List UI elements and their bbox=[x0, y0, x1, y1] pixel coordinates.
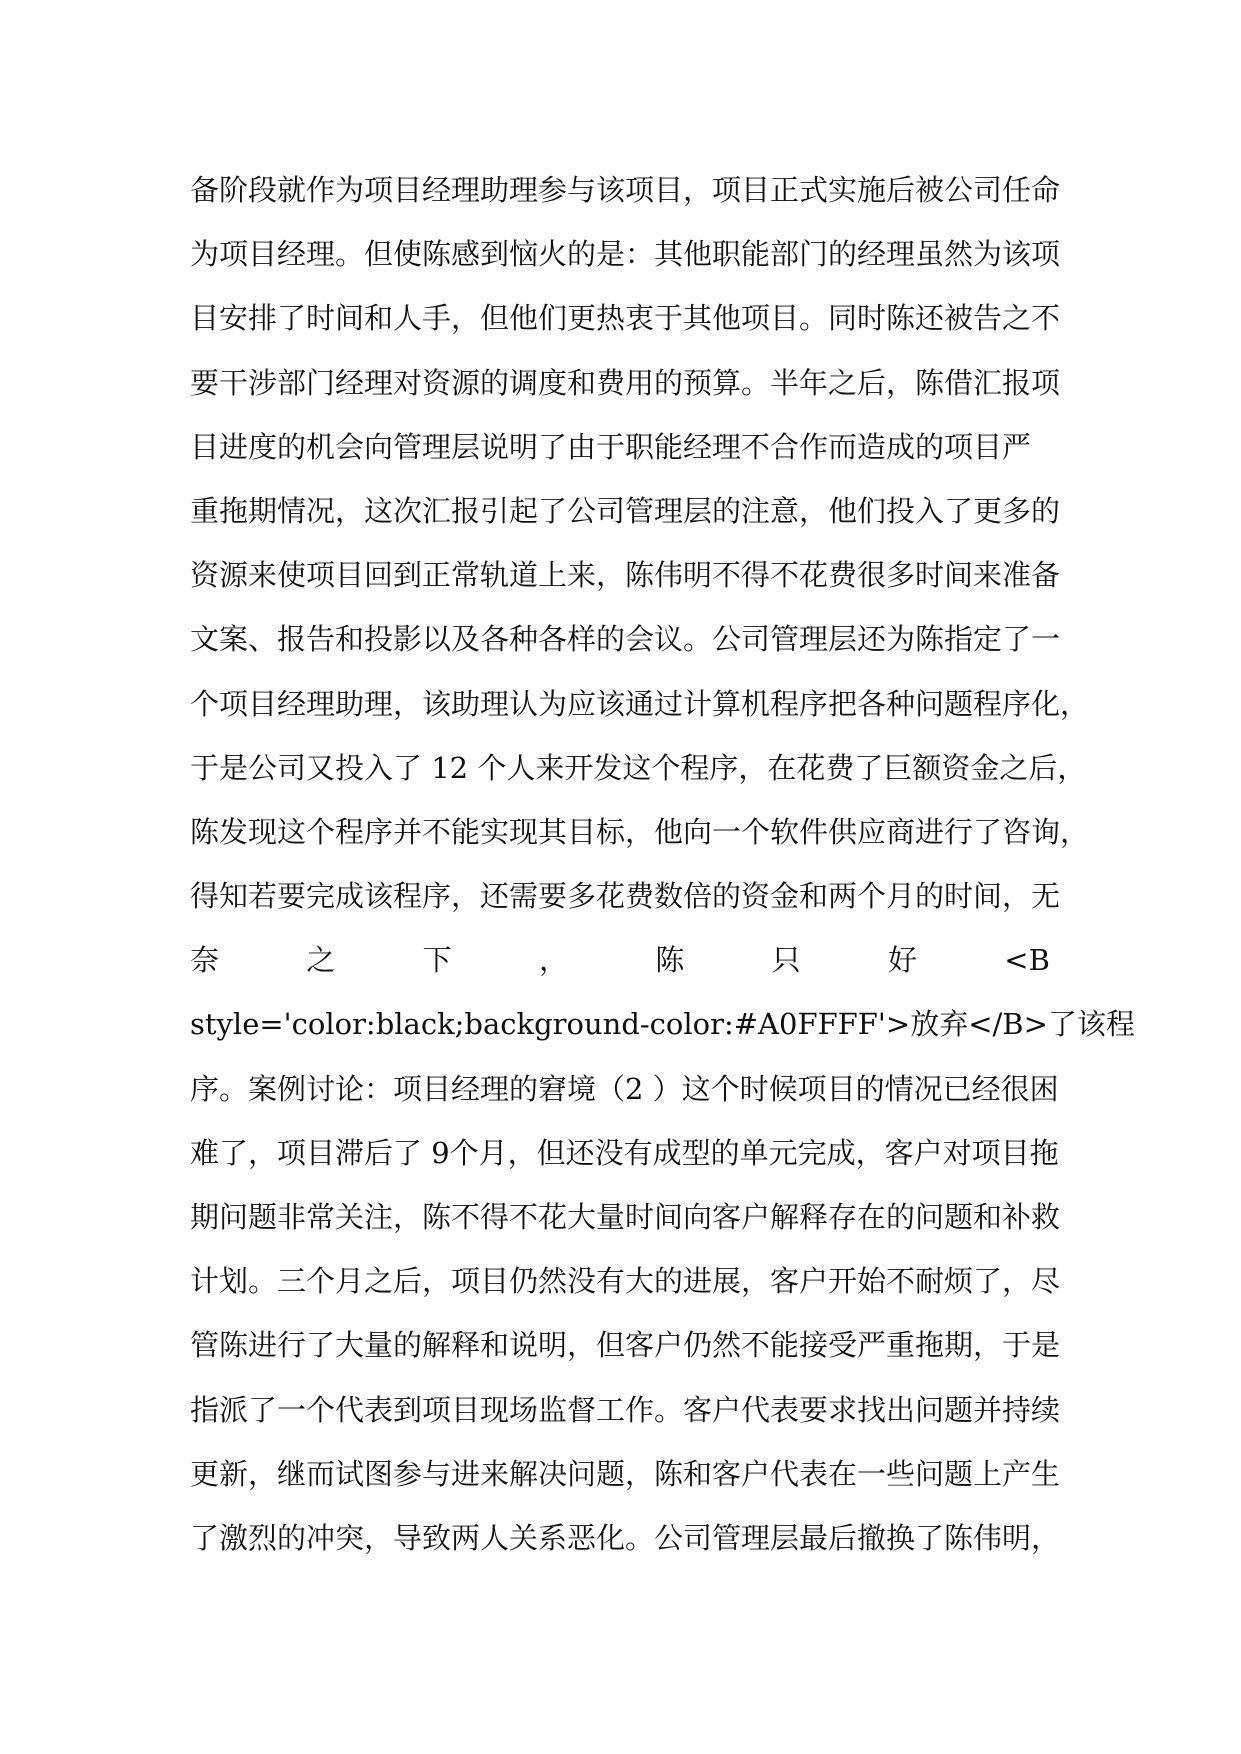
text-line: 文案、报告和投影以及各种各样的会议。公司管理层还为陈指定了一 bbox=[190, 622, 1061, 657]
text-line: 为项目经理。但使陈感到恼火的是：其他职能部门的经理虽然为该项 bbox=[190, 237, 1061, 272]
text-line: 目安排了时间和人手，但他们更热衷于其他项目。同时陈还被告之不 bbox=[190, 301, 1061, 336]
text-line: 得知若要完成该程序，还需要多花费数倍的资金和两个月的时间，无 bbox=[190, 879, 1061, 914]
spread-text-line bbox=[190, 928, 1050, 992]
text-line: 序。案例讨论：项目经理的窘境（2 ）这个时候项目的情况已经很困 bbox=[190, 1071, 1059, 1106]
text-line: style='color:black;background-color:#A0FFFF'>放弃</B>了该程 bbox=[190, 1007, 1135, 1042]
spread-word: 之 bbox=[306, 943, 336, 978]
text-line: 要干涉部门经理对资源的调度和费用的预算。半年之后，陈借汇报项 bbox=[190, 365, 1061, 400]
text-line: 重拖期情况，这次汇报引起了公司管理层的注意，他们投入了更多的 bbox=[190, 493, 1061, 528]
spread-word: ， bbox=[538, 943, 568, 978]
text-line: 了激烈的冲突，导致两人关系恶化。公司管理层最后撤换了陈伟明， bbox=[190, 1520, 1061, 1555]
text-line: 资源来使项目回到正常轨道上来，陈伟明不得不花费很多时间来准备 bbox=[190, 558, 1061, 593]
text-line: 更新，继而试图参与进来解决问题，陈和客户代表在一些问题上产生 bbox=[190, 1456, 1061, 1491]
spread-word: 好 bbox=[887, 943, 917, 978]
text-line: 备阶段就作为项目经理助理参与该项目，项目正式实施后被公司任命 bbox=[190, 173, 1061, 207]
spread-word: 奈 bbox=[190, 943, 220, 978]
text-line: 于是公司又投入了 12 个人来开发这个程序，在花费了巨额资金之后， bbox=[190, 750, 1087, 785]
text-line: 计划。三个月之后，项目仍然没有大的进展，客户开始不耐烦了，尽 bbox=[190, 1264, 1061, 1299]
spread-word: 只 bbox=[771, 943, 801, 978]
spread-word: 下 bbox=[422, 943, 452, 978]
spread-word: 陈 bbox=[655, 943, 685, 978]
text-line: 目进度的机会向管理层说明了由于职能经理不合作而造成的项目严 bbox=[190, 429, 1032, 464]
text-line: 难了，项目滞后了 9个月，但还没有成型的单元完成，客户对项目拖 bbox=[190, 1135, 1059, 1170]
text-line: 指派了一个代表到项目现场监督工作。客户代表要求找出问题并持续 bbox=[190, 1392, 1061, 1427]
text-line: 管陈进行了大量的解释和说明，但客户仍然不能接受严重拖期，于是 bbox=[190, 1328, 1061, 1363]
text-line: 个项目经理助理，该助理认为应该通过计算机程序把各种问题程序化， bbox=[190, 686, 1090, 721]
text-line: 陈发现这个程序并不能实现其目标，他向一个软件供应商进行了咨询， bbox=[190, 814, 1090, 849]
text-line: 期问题非常关注，陈不得不花大量时间向客户解释存在的问题和补救 bbox=[190, 1200, 1061, 1234]
spread-word: <B bbox=[1004, 943, 1050, 978]
body-text bbox=[190, 158, 1135, 1570]
